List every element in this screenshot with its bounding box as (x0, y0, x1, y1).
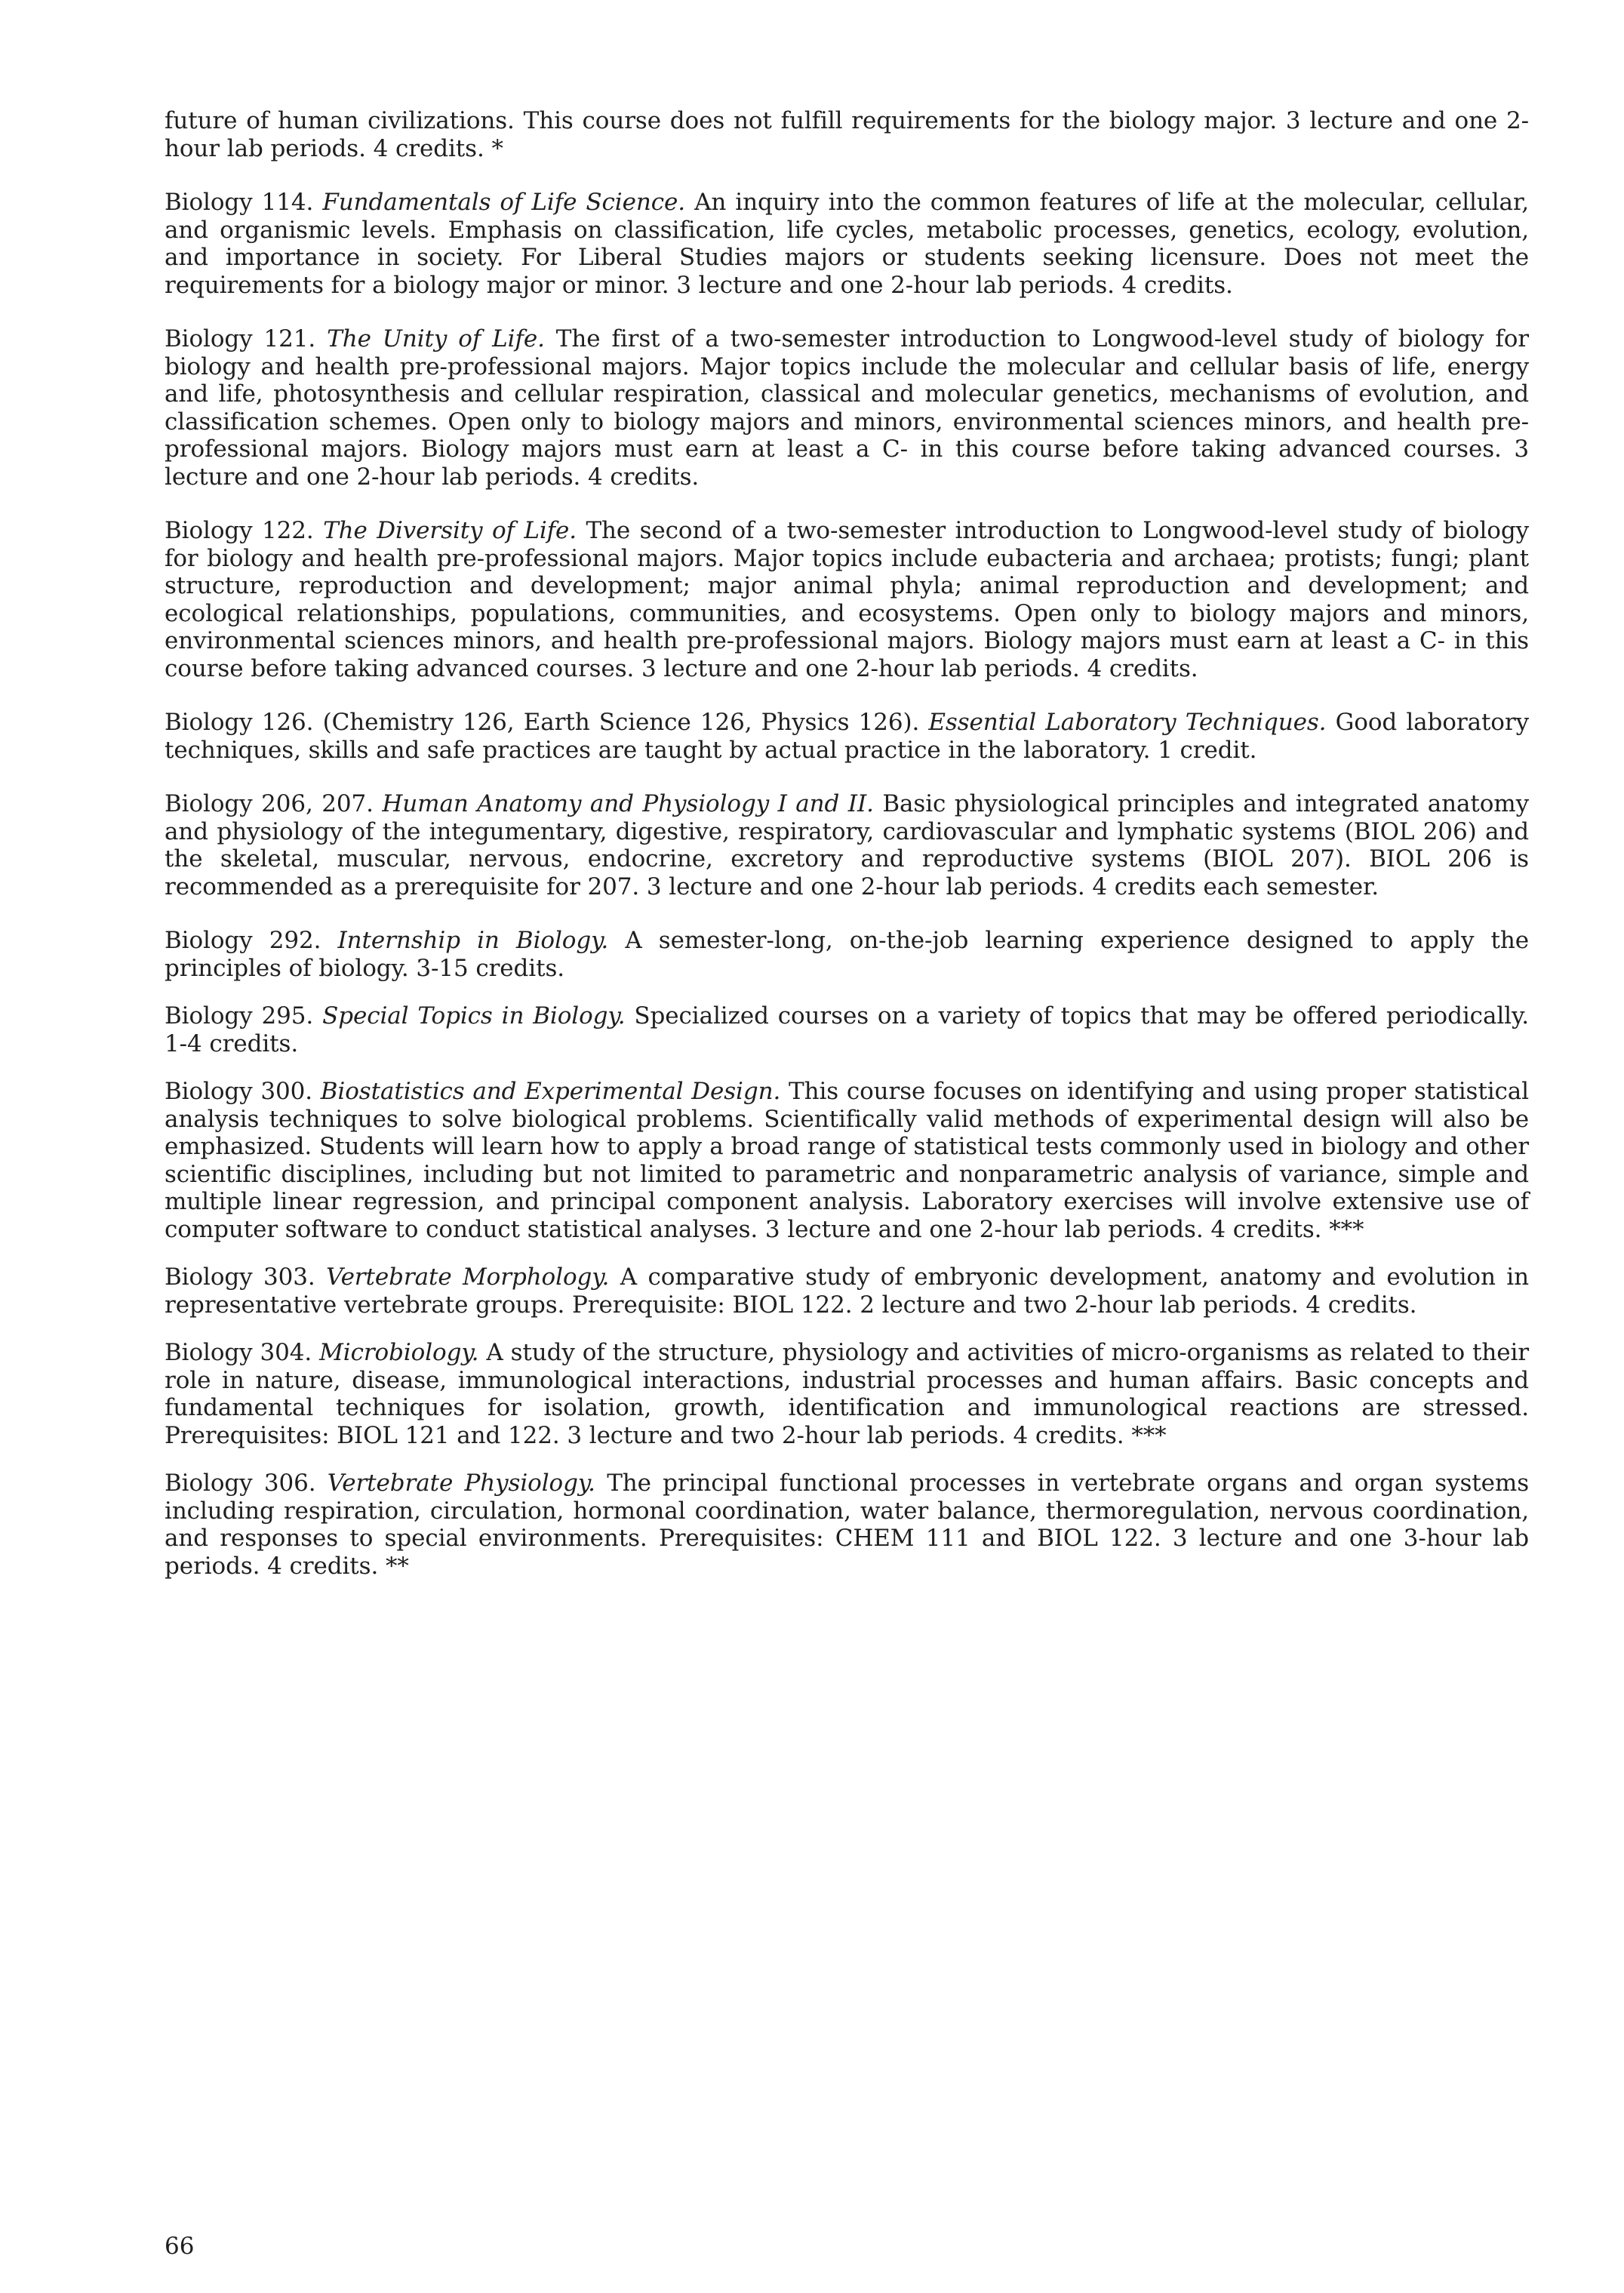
course-number: Biology 304. (165, 1339, 312, 1366)
course-description: A study of the structure, physiology and activities of micro-organisms as related to their role in nature, disease, immunological interactions, industrial processes and human affairs. Basic concepts and fundamental techniques for isolation, growth, identification and immunological reactions are stressed. Prerequisites: BIOL 121 and 122. 3 lecture and two 2-hour lab periods. 4 credits. *** (165, 1339, 1529, 1449)
course-description: A semester-long, on-the-job learning experience designed to apply the principles of biology. 3-15 credits. (165, 927, 1529, 982)
course-entry-biology-295 (165, 1002, 1529, 1057)
course-number: Biology 121. (165, 325, 316, 352)
course-entry-biology-206-207 (165, 790, 1529, 900)
course-title: Vertebrate Morphology. (326, 1263, 610, 1291)
course-description: This course focuses on identifying and using proper statistical analysis techniques to solve biological problems. Scientifically valid methods of experimental design will also be emphasized. Students will learn how to apply a broad range of statistical tests commonly used in biology and other scientific disciplines, including but not limited to parametric and nonparametric analysis of variance, simple and multiple linear regression, and principal component analysis. Laboratory exercises will involve extensive use of computer software to conduct statistical analyses. 3 lecture and one 2-hour lab periods. 4 credits. *** (165, 1078, 1529, 1243)
course-title: Special Topics in Biology. (322, 1002, 626, 1030)
course-description: A comparative study of embryonic development, anatomy and evolution in representative vertebrate groups. Prerequisite: BIOL 122. 2 lecture and two 2-hour lab periods. 4 credits. (165, 1263, 1529, 1319)
course-entry-biology-300 (165, 1078, 1529, 1243)
course-number: Biology 122. (165, 517, 314, 544)
course-title: Vertebrate Physiology. (327, 1470, 595, 1497)
course-number: Biology 126. (Chemistry 126, Earth Science 126, Physics 126). (165, 709, 920, 736)
course-description: The principal functional processes in vertebrate organs and organ systems including respiration, circulation, hormonal coordination, water balance, thermoregulation, nervous coordination, and responses to special environments. Prerequisites: CHEM 111 and BIOL 122. 3 lecture and one 3-hour lab periods. 4 credits. ** (165, 1470, 1530, 1580)
course-number: Biology 206, 207. (165, 790, 374, 817)
course-title: Internship in Biology. (337, 927, 609, 954)
course-description: Specialized courses on a variety of topics that may be offered periodically. 1-4 credits. (165, 1002, 1530, 1057)
course-entry-biology-303 (165, 1263, 1529, 1319)
intro-paragraph (165, 107, 1529, 162)
course-description: The second of a two-semester introduction to Longwood-level study of biology for biology and health pre-professional majors. Major topics include eubacteria and archaea; protists; fungi; plant structure, reproduction and development; major animal phyla; animal reproduction and development; and ecological relationships, populations, communities, and ecosystems. Open only to biology majors and minors, environmental sciences minors, and health pre-professional majors. Biology majors must earn at least a C- in this course before taking advanced courses. 3 lecture and one 2-hour lab periods. 4 credits. (165, 517, 1530, 682)
course-description: Basic physiological principles and integrated anatomy and physiology of the integumentary, digestive, respiratory, cardiovascular and lymphatic systems (BIOL 206) and the skeletal, muscular, nervous, endocrine, excretory and reproductive systems (BIOL 207). BIOL 206 is recommended as a prerequisite for 207. 3 lecture and one 2-hour lab periods. 4 credits each semester. (165, 790, 1529, 900)
course-title: Human Anatomy and Physiology I and II. (382, 790, 874, 817)
course-entry-biology-122 (165, 517, 1529, 682)
course-number: Biology 306. (165, 1470, 316, 1497)
course-title: Essential Laboratory Techniques. (928, 709, 1327, 736)
course-entry-biology-306 (165, 1470, 1529, 1580)
course-entry-biology-126 (165, 709, 1529, 764)
course-description: Good laboratory techniques, skills and safe practices are taught by actual practice in the laboratory. 1 credit. (165, 709, 1529, 764)
course-title: The Diversity of Life. (323, 517, 577, 544)
course-entry-biology-304 (165, 1339, 1529, 1449)
course-title: Fundamentals of Life Science. (322, 189, 685, 216)
course-number: Biology 295. (165, 1002, 314, 1030)
course-entry-biology-121 (165, 325, 1529, 491)
page-number: 66 (165, 2233, 195, 2260)
course-title: Biostatistics and Experimental Design. (320, 1078, 781, 1105)
course-number: Biology 292. (165, 927, 321, 954)
course-number: Biology 114. (165, 189, 314, 216)
course-title: The Unity of Life. (327, 325, 545, 352)
course-title: Microbiology. (319, 1339, 479, 1366)
course-description: An inquiry into the common features of life at the molecular, cellular, and organismic levels. Emphasis on classification, life cycles, metabolic processes, genetics, ecology, evolution, and importance in society. For Liberal Studies majors or students seeking licensure. Does not meet the requirements for a biology major or minor. 3 lecture and one 2-hour lab periods. 4 credits. (165, 189, 1529, 299)
course-entry-biology-292 (165, 927, 1529, 982)
course-number: Biology 303. (165, 1263, 315, 1291)
course-list (165, 107, 1529, 1600)
intro-text: future of human civilizations. This course does not fulfill requirements for the biology major. 3 lecture and one 2-hour lab periods. 4 credits. * (165, 107, 1529, 162)
course-entry-biology-114 (165, 189, 1529, 299)
course-number: Biology 300. (165, 1078, 312, 1105)
course-description: The first of a two-semester introduction to Longwood-level study of biology for biology and health pre-professional majors. Major topics include the molecular and cellular basis of life, energy and life, photosynthesis and cellular respiration, classical and molecular genetics, mechanisms of evolution, and classification schemes. Open only to biology majors and minors, environmental sciences minors, and health pre-professional majors. Biology majors must earn at least a C- in this course before taking advanced courses. 3 lecture and one 2-hour lab periods. 4 credits. (165, 325, 1529, 491)
